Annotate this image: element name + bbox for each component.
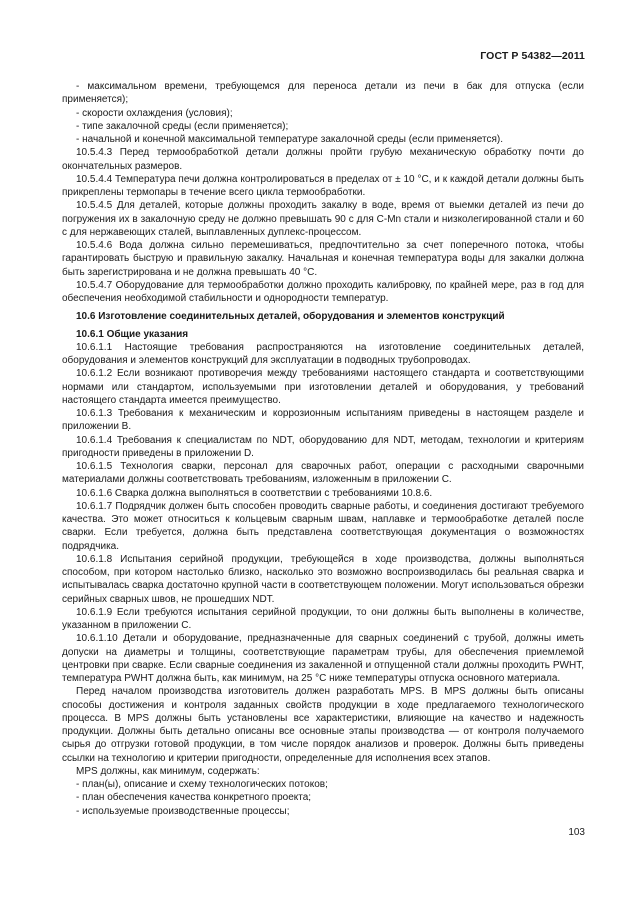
list-item: - план(ы), описание и схему технологических потоков; [76, 779, 328, 790]
clause-10-6-1-5: 10.6.1.5 Технология сварки, персонал для сварочных работ, операции с расходными сварочными материалами должны соответствовать требованиям, изложенным в приложении С. [62, 461, 584, 486]
mps-paragraph: Перед началом производства изготовитель должен разработать MPS. В MPS должны быть описаны способы достижения и контроля заданных свойств продукции в ходе предлагаемого технологического процесса. В MPS должны быть установлены все характеристики, влияющие на качество и надежность продукции. Должны быть детально описаны все основные этапы производства — от контроля получаемого сырья до отгрузки готовой продукции, в том числе порядок анализов и проверок. Должны быть приведены ссылки на технологию и критерии пригодности, определенные для исполнения всех этапов. [62, 686, 584, 764]
mps-list-intro: MPS должны, как минимум, содержать: [76, 765, 260, 777]
clause-10-6-1-6: 10.6.1.6 Сварка должна выполняться в соответствии с требованиями 10.8.6. [76, 487, 433, 499]
list-item: - начальной и конечной максимальной температуре закалочной среды (если применяется). [76, 134, 503, 145]
subsection-heading-10-6-1: 10.6.1 Общие указания [76, 328, 189, 340]
clause-10-6-1-9: 10.6.1.9 Если требуются испытания серийной продукции, то они должны быть выполнены в количестве, указанном в приложении С. [62, 606, 584, 631]
clause-10-5-4-4: 10.5.4.4 Температура печи должна контролироваться в пределах от ± 10 °С, и к каждой детали должны быть прикреплены термопары в течение всего цикла термообработки. [62, 173, 584, 198]
clause-10-6-1-10: 10.6.1.10 Детали и оборудование, предназначенные для сварных соединений с трубой, должны иметь допуски на диаметры и толщины, соответствующие параметрам трубы, для обеспечения приемлемой центровки при сварке. Если сварные соединения из закаленной и отпущенной стали должны проходить PWHT, температура PWHT должна быть, как минимум, на 25 °С ниже температуры отпуска основного материала. [62, 633, 584, 684]
clause-10-5-4-5: 10.5.4.5 Для деталей, которые должны проходить закалку в воде, время от выемки деталей из печи до погружения их в закалочную среду не должно превышать 90 с для С-Мn стали и низколегированной стали и 60 с для нержавеющих сталей, выплавленных дуплекс-процессом. [62, 200, 584, 238]
document-standard-id: ГОСТ Р 54382—2011 [480, 50, 585, 62]
clause-10-5-4-7: 10.5.4.7 Оборудование для термообработки должно проходить калибровку, по крайней мере, раз в год для обеспечения необходимой стабильности и однородности температур. [62, 279, 584, 304]
list-item: - скорости охлаждения (условия); [76, 107, 233, 119]
page-number: 103 [568, 827, 585, 838]
clause-10-6-1-4: 10.6.1.4 Требования к специалистам по NDT, оборудованию для NDT, методам, технологии и критериям пригодности приведены в приложении D. [62, 434, 584, 459]
clause-10-6-1-8: 10.6.1.8 Испытания серийной продукции, требующейся в ходе производства, должны выполняться способом, при котором настолько близко, насколько это возможно воспроизводилась бы реальная сварка и испытывалась сварка достаточно крупной части в соответствующем положении. Могут использоваться обрезки серийных сварных швов, не прошедших NDT. [62, 553, 584, 605]
clause-10-6-1-2: 10.6.1.2 Если возникают противоречия между требованиями настоящего стандарта и соответствующими нормами или стандартом, используемыми при изготовлении деталей и оборудования, у требований настоящего стандарта имеется преимущество. [62, 368, 584, 406]
list-item: - используемые производственные процессы; [76, 805, 290, 817]
document-body [62, 80, 584, 818]
clause-10-6-1-7: 10.6.1.7 Подрядчик должен быть способен проводить сварные работы, и соединения достигают требуемого качества. Это может относиться к кольцевым сварным швам, наплавке и термообработке деталей после сварки. Если требуется, должна быть представлена соответствующая документация о возможностях подрядчика. [62, 500, 584, 552]
clause-10-6-1-1: 10.6.1.1 Настоящие требования распространяются на изготовление соединительных деталей, оборудования и элементов конструкций для эксплуатации в подводных трубопроводах. [62, 341, 584, 366]
list-item: - типе закалочной среды (если применяется); [76, 120, 289, 132]
section-heading-10-6: 10.6 Изготовление соединительных деталей, оборудования и элементов конструкций [76, 311, 505, 323]
clause-10-5-4-6: 10.5.4.6 Вода должна сильно перемешиваться, предпочтительно за счет поперечного потока, чтобы гарантировать быструю и правильную закалку. Начальная и конечная температура воды для закалки должна быть зарегистрирована и не должна превышать 40 °С. [62, 240, 584, 278]
list-item: - максимальном времени, требующемся для переноса детали из печи в бак для отпуска (если применяется); [62, 81, 584, 106]
clause-10-6-1-3: 10.6.1.3 Требования к механическим и коррозионным испытаниям приведены в настоящем разделе и приложении В. [62, 408, 584, 433]
clause-10-5-4-3: 10.5.4.3 Перед термообработкой детали должны пройти грубую механическую обработку почти до окончательных размеров. [62, 147, 584, 172]
list-item: - план обеспечения качества конкретного проекта; [76, 792, 312, 804]
